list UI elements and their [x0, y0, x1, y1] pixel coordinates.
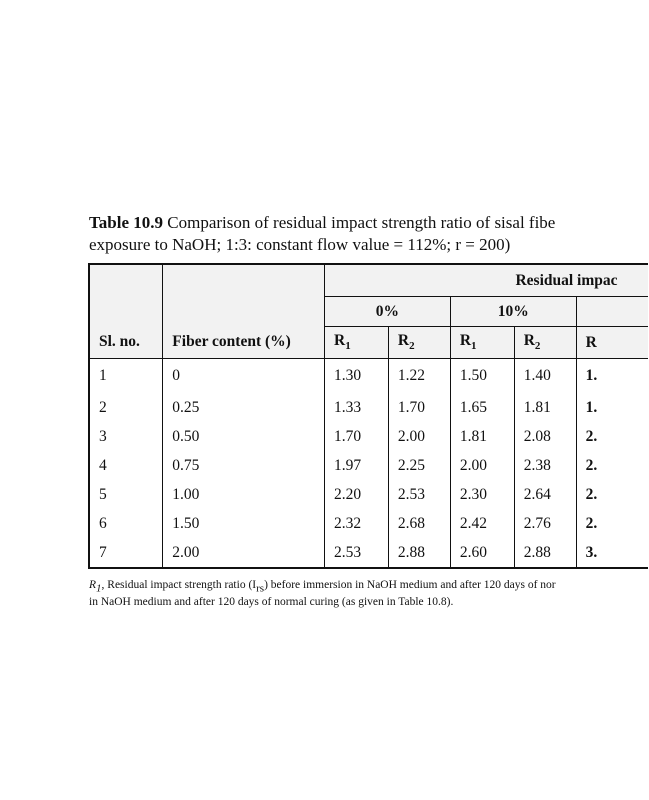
- cell-r1-10: 1.50: [450, 359, 514, 394]
- cell-fiber: 1.50: [163, 509, 325, 538]
- cell-sl: 1: [89, 359, 163, 394]
- header-r2-0: $R_2$: [388, 327, 450, 359]
- cell-sl: 2: [89, 393, 163, 422]
- table-footnote: [89, 578, 649, 609]
- header-r1-0: $R_1$: [325, 327, 389, 359]
- header-blank-sl: [89, 264, 163, 297]
- cell-r2-0: 2.53: [388, 480, 450, 509]
- cell-r-next: 1.: [576, 393, 648, 422]
- data-table: [88, 263, 648, 569]
- header-r2-10: $R_2$: [514, 327, 576, 359]
- header-blank-fiber: [163, 264, 325, 297]
- cell-r2-10: 2.76: [514, 509, 576, 538]
- header-sl-no: Sl. no.: [89, 327, 163, 359]
- cell-fiber: 0.50: [163, 422, 325, 451]
- header-subgroup-next: [576, 297, 648, 327]
- table-row: [89, 538, 648, 568]
- data-table-container: [88, 263, 648, 569]
- cell-r-next: 2.: [576, 480, 648, 509]
- cell-r2-0: 1.70: [388, 393, 450, 422]
- cell-r1-10: 2.00: [450, 451, 514, 480]
- header-r-next: R: [576, 327, 648, 359]
- cell-sl: 7: [89, 538, 163, 568]
- footnote-line-1-rest: ) before immersion in NaOH medium and after 120 days of nor: [264, 579, 556, 591]
- cell-sl: 3: [89, 422, 163, 451]
- cell-r2-0: 1.22: [388, 359, 450, 394]
- cell-r2-10: 2.64: [514, 480, 576, 509]
- footnote-r1-symbol: $R_1$: [89, 579, 102, 595]
- header-subgroup-10: 10%: [450, 297, 576, 327]
- cell-r-next: 1.: [576, 359, 648, 394]
- cell-r1-0: 1.30: [325, 359, 389, 394]
- table-row: [89, 422, 648, 451]
- cell-fiber: 0.25: [163, 393, 325, 422]
- cell-r1-10: 2.42: [450, 509, 514, 538]
- cell-r2-10: 1.81: [514, 393, 576, 422]
- cell-fiber: 0: [163, 359, 325, 394]
- cell-r2-10: 2.38: [514, 451, 576, 480]
- cell-r1-10: 1.81: [450, 422, 514, 451]
- header-fiber-content: Fiber content (%): [163, 327, 325, 359]
- header-subgroup-0: 0%: [325, 297, 451, 327]
- caption-line-2: exposure to NaOH; 1:3: constant flow value = 112%; r = 200): [89, 235, 511, 254]
- cell-r1-0: 2.20: [325, 480, 389, 509]
- table-row: [89, 509, 648, 538]
- footnote-line-1-text: , Residual impact strength ratio (I: [101, 579, 257, 591]
- cell-r2-0: 2.68: [388, 509, 450, 538]
- table-caption: [89, 212, 649, 256]
- table-row: [89, 451, 648, 480]
- table-row: [89, 480, 648, 509]
- cell-sl: 6: [89, 509, 163, 538]
- header-blank-sl-2: [89, 297, 163, 327]
- cell-r-next: 2.: [576, 451, 648, 480]
- caption-line-1: Comparison of residual impact strength ratio of sisal fibe: [167, 213, 556, 232]
- cell-r1-0: 1.70: [325, 422, 389, 451]
- cell-r1-10: 1.65: [450, 393, 514, 422]
- cell-r-next: 3.: [576, 538, 648, 568]
- table-label: Table 10.9: [89, 213, 164, 232]
- cell-sl: 5: [89, 480, 163, 509]
- footnote-irs-sub: rs: [256, 582, 265, 595]
- cell-r1-0: 2.32: [325, 509, 389, 538]
- header-residual-impact: Residual impac: [325, 264, 649, 297]
- cell-r1-0: 2.53: [325, 538, 389, 568]
- header-blank-fiber-2: [163, 297, 325, 327]
- cell-r2-10: 1.40: [514, 359, 576, 394]
- cell-r1-0: 1.97: [325, 451, 389, 480]
- cell-fiber: 0.75: [163, 451, 325, 480]
- cell-r-next: 2.: [576, 509, 648, 538]
- cell-r1-10: 2.30: [450, 480, 514, 509]
- cell-r2-0: 2.00: [388, 422, 450, 451]
- cell-fiber: 1.00: [163, 480, 325, 509]
- cell-sl: 4: [89, 451, 163, 480]
- cell-r2-0: 2.25: [388, 451, 450, 480]
- cell-r2-10: 2.08: [514, 422, 576, 451]
- table-row: [89, 393, 648, 422]
- cell-fiber: 2.00: [163, 538, 325, 568]
- cell-r2-0: 2.88: [388, 538, 450, 568]
- table-row: [89, 359, 648, 394]
- cell-r1-0: 1.33: [325, 393, 389, 422]
- header-r1-10: $R_1$: [450, 327, 514, 359]
- cell-r2-10: 2.88: [514, 538, 576, 568]
- footnote-line-2: in NaOH medium and after 120 days of normal curing (as given in Table 10.8).: [89, 596, 454, 609]
- cell-r-next: 2.: [576, 422, 648, 451]
- cell-r1-10: 2.60: [450, 538, 514, 568]
